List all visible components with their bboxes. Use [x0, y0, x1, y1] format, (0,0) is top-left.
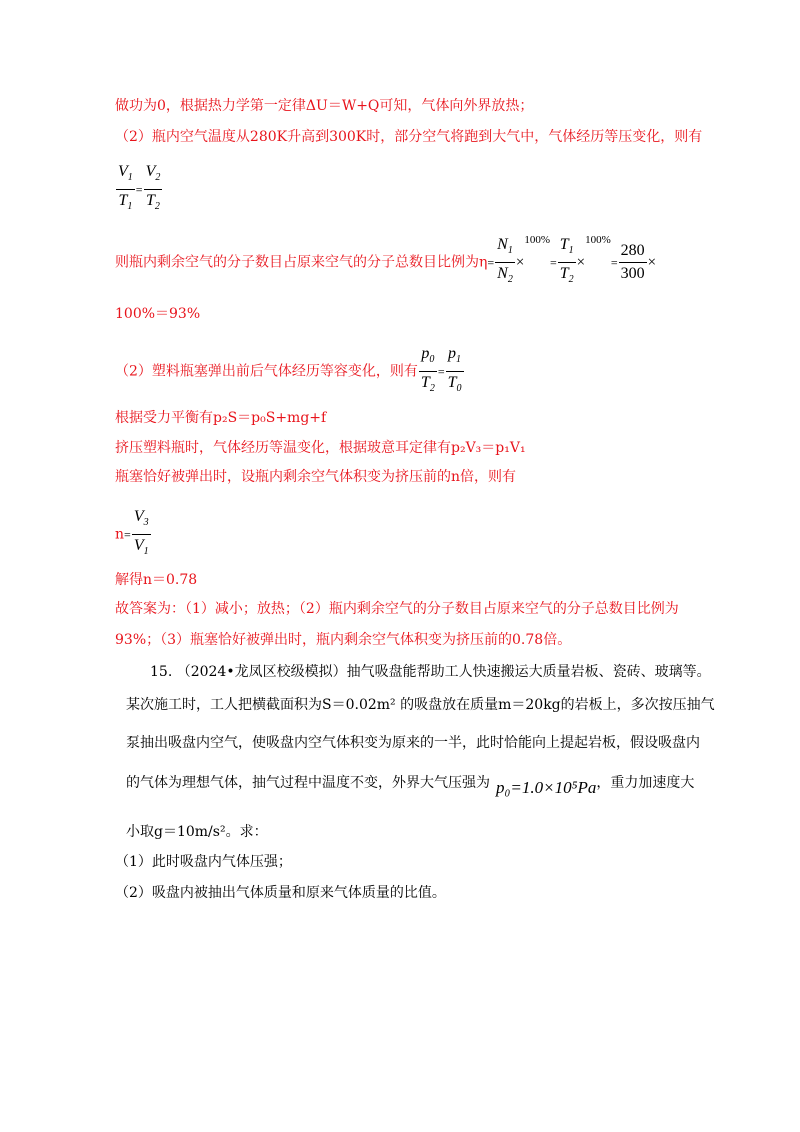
question-15-line-4-post: ，重力加速度大: [596, 775, 695, 791]
question-15-line-1: 15. （2024•龙凤区校级模拟）抽气吸盘能帮助工人快速搬运大质量岩板、瓷砖、玻璃等。: [150, 664, 711, 680]
formula-charles-law: $\frac{V_1}{T_1}$ = $\frac{V_2}{T_2}$: [118, 163, 161, 213]
formula-n-ratio: n= $\frac{V_3}{V_1}$: [115, 508, 149, 558]
question-15-part-2: （2）吸盘内被抽出气体质量和原来气体质量的比值。: [115, 885, 446, 901]
question-15-part-1: （1）此时吸盘内气体压强；: [115, 854, 292, 870]
question-15-line-2: 某次施工时，工人把横截面积为S＝0.02m² 的吸盘放在质量m＝20kg的岩板上，多次按压抽气: [126, 697, 715, 713]
answer-line-solution: 解得n＝0.78: [115, 572, 198, 588]
question-15-line-4-text: 的气体为理想气体，抽气过程中温度不变，外界大气压强为: [126, 775, 490, 791]
question-15-line-3: 泵抽出吸盘内空气，使吸盘内空气体积变为原来的一半，此时恰能向上提起岩板，假设吸盘内: [126, 735, 700, 751]
atmospheric-pressure-formula: p₀=1.0×10⁵Pa: [496, 778, 597, 797]
answer-line-percent: 100%＝93%: [115, 306, 201, 322]
question-15-line-4: [126, 772, 695, 797]
answer-line-boyle: 挤压塑料瓶时，气体经历等温变化，根据玻意耳定律有p₂V₃＝p₁V₁: [115, 440, 526, 456]
answer-summary-line-2: 93%；（3）瓶塞恰好被弹出时，瓶内剩余空气体积变为挤压前的0.78倍。: [115, 632, 572, 648]
answer-summary-line-1: 故答案为：（1）减小；放热；（2）瓶内剩余空气的分子数目占原来空气的分子总数目比例为: [115, 601, 679, 617]
answer-line-ratio: 则瓶内剩余空气的分子数目占原来空气的分子总数目比例为η= $\frac{N_1}{N_2}$ ×$^{100\%}$= $\frac{T_1}{T_2}$ ×$^{100\%}$= $\frac{280}{300}$ ×: [115, 234, 657, 286]
answer-line-force-balance: 根据受力平衡有p₂S＝p₀S+mg+f: [115, 410, 327, 426]
answer-line-2: （2）瓶内空气温度从280K升高到300K时，部分空气将跑到大气中，气体经历等压变化，则有: [115, 129, 703, 145]
answer-line-1: 做功为0，根据热力学第一定律ΔU＝W+Q可知，气体向外界放热；: [115, 98, 534, 114]
answer-line-isochoric: （2）塑料瓶塞弹出前后气体经历等容变化，则有 $\frac{p_0}{T_2}$ = $\frac{p_1}{T_0}$: [115, 345, 462, 395]
question-15-line-5: 小取g＝10m/s²。求：: [126, 824, 268, 840]
answer-line-n-times: 瓶塞恰好被弹出时，设瓶内剩余空气体积变为挤压前的n倍，则有: [115, 469, 517, 485]
